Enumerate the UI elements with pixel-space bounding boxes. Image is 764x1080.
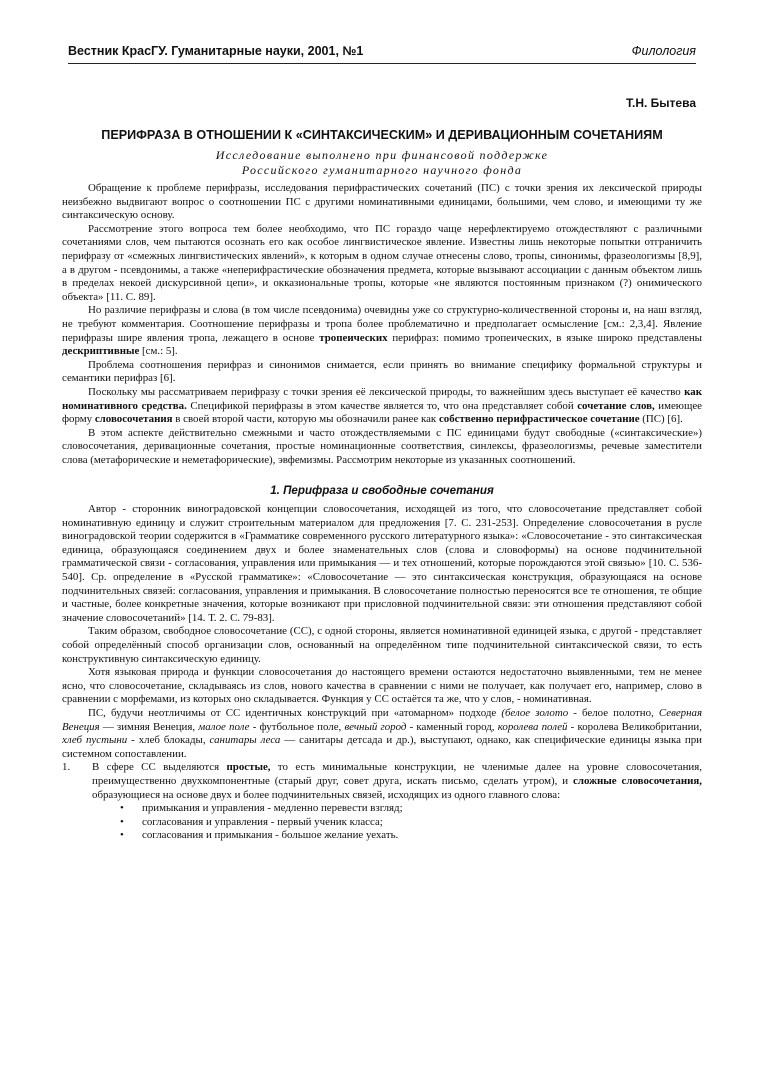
term-descriptive: дескриптивные — [62, 345, 140, 358]
text-run: Поскольку мы рассматриваем перифразу с точки зрения её лексической природы, то важнейшим здесь выступает её качество — [88, 385, 685, 398]
text-run: - каменный город, — [406, 720, 498, 733]
section-heading-1: 1. Перифраза и свободные сочетания — [270, 484, 494, 498]
text-run: то есть минимальные конструкции, не членимые далее на уровне словосочетания, преимущественно двухкомпонентные (старый друг, совет друга, искать письмо, сделать утром), и — [92, 761, 702, 787]
example: королева полей — [497, 720, 568, 733]
text-run: В сфере СС выделяются — [92, 761, 227, 774]
paragraph-5 — [62, 386, 702, 427]
text-run: [см.: 5]. — [139, 345, 178, 358]
running-header — [68, 44, 696, 64]
text-run: Но различие перифразы и слова (в том числе псевдонима) очевидны уже со структурно-количественной стороны и, на наш взгляд, не требуют комментария. Соотношение перифразы и тропа более проблематично и предполагает осмысление [см.: 2,3,4]. Явление перифразы шире явления тропа, лежащего в основе — [62, 304, 702, 344]
text-run: имеющее форму — [62, 399, 702, 426]
funding-line-2: Российского гуманитарного научного фонда — [241, 163, 523, 177]
emphasis: сложные словосочетания, — [573, 774, 702, 787]
bullet-list — [62, 802, 702, 843]
paragraph-4: Проблема соотношения перифраз и синонимов снимается, если принять во внимание специфику формальной структуры и семантики перифраз [6]. — [62, 358, 702, 385]
text-run: Спецификой перифразы в этом качестве является то, что она представляет собой — [186, 399, 578, 412]
paragraph-8: Таким образом, свободное словосочетание (СС), с одной стороны, является номинативной единицей языка, с другой - представляет собой определённый способ организации слов, основанный на определённом типе подчинительной синтаксической связи, то есть конструктивную синтаксическую единицу. — [62, 625, 702, 665]
author: Т.Н. Бытева — [626, 96, 696, 110]
paragraph-3 — [62, 304, 702, 358]
example: вечный город — [344, 720, 407, 733]
text-run: образующиеся на основе двух и более подчинительных связей, исходящих из одного главного слова: — [92, 788, 561, 801]
text-run: — санитары детсада и др.), выступают, однако, как специфические единицы языка при системном сопоставлении. — [62, 734, 702, 760]
paragraph-7: Автор - сторонник виноградовской концепции словосочетания, исходящей из того, что словосочетание представляет собой номинативную единицу и служит строительным материалом для предложения [7. С. 231-253]. Определение словосочетания в русле виноградовской теории содержится в «Грамматике современного русского литературного языка»: «Словосочетание - это синтаксическая единица, образующаяся соединением двух и более знаменательных слов (слова и словоформы) на основе подчинительной грамматической связи - согласования, управления или примыкания — и тех отношений, которые порождаются этой связью» [10. С. 536-540]. Ср. определение в «Русской грамматике»: «Словосочетание — это синтаксическая конструкция, образующаяся на основе подчинительных связей: согласования, управления и примыкания. В словосочетание полностью переносятся все те отношения, те общие и частные, более конкретные значения, которые возникают при присловной подчинительной связи: эти отношения представляют собой значение словосочетаний» [14. Т. 2. С. 79-83]. — [62, 503, 702, 624]
paragraph-1: Обращение к проблеме перифразы, исследования перифрастических сочетаний (ПС) с точки зрения их лексической природы неизбежно выдвигают вопрос о соотношении ПС с другими номинативными единицами, большими, чем слово, и имеющими ту же синтаксическую основу. — [62, 182, 702, 222]
funding-note — [60, 148, 704, 178]
list-item: • примыкания и управления - медленно перевести взгляд; — [62, 802, 702, 816]
paragraph-2: Рассмотрение этого вопроса тем более необходимо, что ПС гораздо чаще нерефлектируемо отождествляют с различными сочетаниями слов, чем пытаются осознать его как особое лингвистическое явление. Известны лишь некоторые попытки отграничить перифразу от «смежных лингвистических явлений», к которым в одном случае отнесены слово, тропы, синонимы, фразеологизмы [8,9], а в другом - псевдонимы, а также «неперифрастические обозначения предмета, которые вызывают ассоциации с данным объектом лишь в пределах некоей дискурсивной цепи», и окказиональные тропы, которые «не являются постоянным признаком (?) онимического объекта» [11. С. 89]. — [62, 222, 702, 303]
emphasis: сочетание слов, — [577, 399, 655, 412]
text-run: — зимняя Венеция, — [99, 720, 199, 733]
text-run: - королева Великобритании, — [567, 720, 702, 733]
list-item: • согласования и управления - первый ученик класса; — [62, 816, 702, 830]
text-run: - белое полотно, — [568, 706, 659, 719]
emphasis: собственно перифрастическое сочетание — [438, 413, 640, 426]
header-rule — [68, 63, 696, 64]
paragraph-10 — [62, 707, 702, 761]
example: санитары леса — [209, 734, 281, 747]
text-run: (ПС) [6]. — [639, 413, 683, 426]
text-run: в своей второй части, которую мы обозначили ранее как — [172, 413, 439, 426]
term-tropeic: тропеических — [319, 331, 388, 344]
example: малое поле — [198, 720, 250, 733]
list-item: • согласования и примыкания - большое желание уехать. — [62, 829, 702, 843]
example: хлеб пустыни — [62, 734, 128, 747]
example: (белое золото — [501, 706, 569, 719]
article-body — [62, 182, 702, 843]
section-label: Филология — [631, 44, 696, 58]
paragraph-6: В этом аспекте действительно смежными и часто отождествляемыми с ПС единицами будут свободные («синтаксические») словосочетания, деривационные сочетания, простые номинационные соответствия, синлексы, фразеологизмы, речевые заместители слова (метафорические и неметафорические), эвфемизмы. Рассмотрим некоторые из указанных соотношений. — [62, 426, 702, 466]
text-run: перифраз: помимо тропеических, в языке широко представлены — [387, 331, 702, 344]
article-title: ПЕРИФРАЗА В ОТНОШЕНИИ К «СИНТАКСИЧЕСКИМ» И ДЕРИВАЦИОННЫМ СОЧЕТАНИЯМ — [101, 128, 663, 142]
item-number: 1. — [62, 761, 71, 774]
text-run: ПС, будучи неотличимы от СС идентичных конструкций при «атомарном» подходе — [88, 706, 502, 719]
text-run: - хлеб блокады, — [127, 734, 210, 747]
emphasis: словосочетания — [94, 413, 173, 426]
paragraph-9: Хотя языковая природа и функции словосочетания до настоящего времени остаются недостаточно выявленными, тем не менее ясно, что словосочетание, складываясь из слов, нового качества в сравнении с ними не получает, как получает его, например, слово в сравнении с морфемами, из которых оно складывается. Функция у СС остаётся та же, что у слов, - номинативная. — [62, 666, 702, 706]
emphasis: простые, — [226, 761, 271, 774]
example: Северная Венеция — [62, 706, 703, 733]
journal-title: Вестник КрасГУ. Гуманитарные науки, 2001, №1 — [68, 44, 364, 58]
text-run: - футбольное поле, — [249, 720, 345, 733]
funding-line-1: Исследование выполнено при финансовой поддержке — [215, 148, 549, 162]
emphasis: как номинативного средства. — [62, 385, 702, 412]
numbered-item-1 — [62, 761, 702, 802]
